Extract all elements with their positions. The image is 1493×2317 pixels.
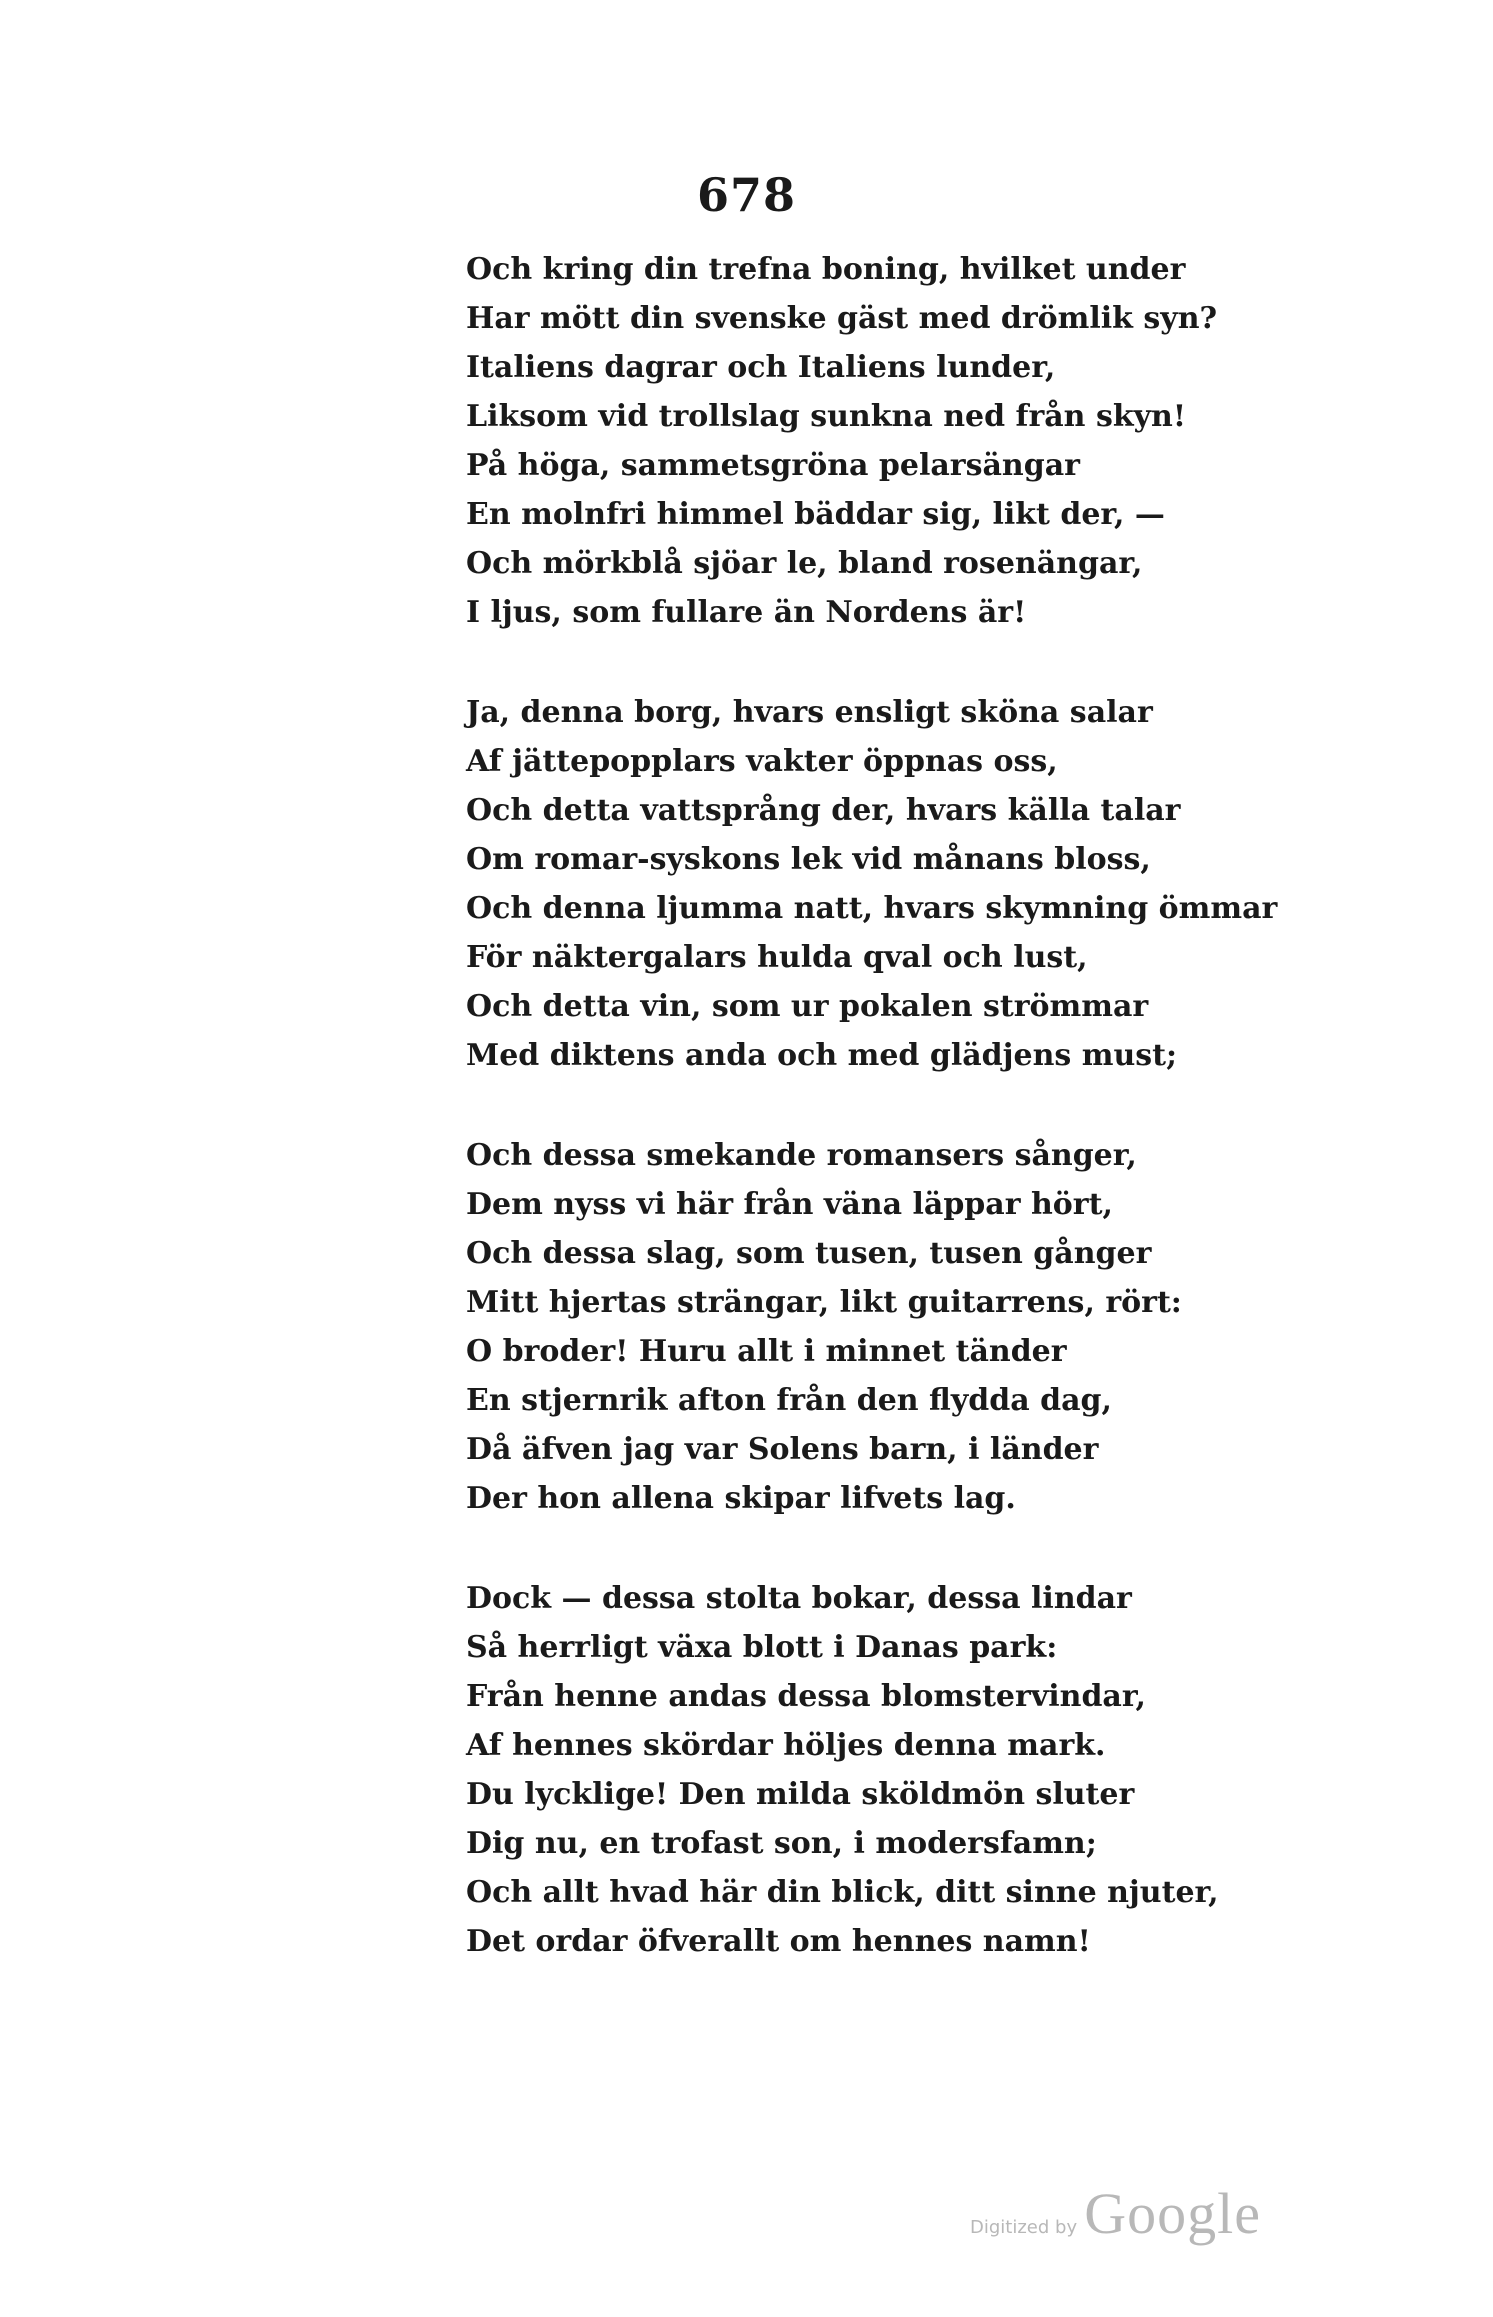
digitized-by-watermark: [970, 2180, 1261, 2247]
watermark-brand: Google: [1084, 2181, 1261, 2246]
poem-line: Och detta vin, som ur pokalen strömmar: [466, 989, 1149, 1024]
poem-line: Italiens dagrar och Italiens lunder,: [466, 350, 1056, 385]
poem-line: Af hennes skördar höljes denna mark.: [466, 1728, 1106, 1763]
poem-line: Mitt hjertas strängar, likt guitarrens, rört:: [466, 1285, 1182, 1320]
poem-line: Då äfven jag var Solens barn, i länder: [466, 1432, 1099, 1467]
page-number: 678: [696, 168, 797, 222]
poem-line: Och detta vattsprång der, hvars källa talar: [466, 793, 1181, 828]
poem-line: Så herrligt växa blott i Danas park:: [466, 1630, 1058, 1665]
poem-line: Och dessa smekande romansers sånger,: [466, 1138, 1137, 1173]
poem-line: Du lycklige! Den milda sköldmön sluter: [466, 1777, 1135, 1812]
poem-line: Det ordar öfverallt om hennes namn!: [466, 1924, 1091, 1959]
poem-line: O broder! Huru allt i minnet tänder: [466, 1334, 1067, 1369]
poem-line: Dig nu, en trofast son, i modersfamn;: [466, 1826, 1097, 1861]
poem-line: För näktergalars hulda qval och lust,: [466, 940, 1088, 975]
poem-line: Och allt hvad här din blick, ditt sinne njuter,: [466, 1875, 1219, 1910]
poem-line: Ja, denna borg, hvars ensligt sköna salar: [466, 695, 1153, 730]
poem: [466, 245, 1346, 2017]
poem-line: Om romar-syskons lek vid månans bloss,: [466, 842, 1151, 877]
poem-line: En molnfri himmel bäddar sig, likt der, —: [466, 497, 1165, 532]
poem-line: Liksom vid trollslag sunkna ned från skyn!: [466, 399, 1187, 434]
poem-line: I ljus, som fullare än Nordens är!: [466, 595, 1027, 630]
poem-line: Dem nyss vi här från väna läppar hört,: [466, 1187, 1113, 1222]
poem-line: En stjernrik afton från den flydda dag,: [466, 1383, 1112, 1418]
poem-line: Der hon allena skipar lifvets lag.: [466, 1481, 1016, 1516]
stanza-1: [466, 245, 1346, 637]
poem-line: Dock — dessa stolta bokar, dessa lindar: [466, 1581, 1132, 1616]
poem-line: Och denna ljumma natt, hvars skymning ömmar: [466, 891, 1278, 926]
stanza-2: [466, 688, 1346, 1080]
poem-line: Med diktens anda och med glädjens must;: [466, 1038, 1178, 1073]
poem-line: Från henne andas dessa blomstervindar,: [466, 1679, 1146, 1714]
poem-line: Har mött din svenske gäst med drömlik syn?: [466, 301, 1218, 336]
poem-line: Och kring din trefna boning, hvilket under: [466, 252, 1186, 287]
poem-line: Af jättepopplars vakter öppnas oss,: [466, 744, 1058, 779]
stanza-3: [466, 1131, 1346, 1523]
poem-line: Och mörkblå sjöar le, bland rosenängar,: [466, 546, 1143, 581]
poem-line: Och dessa slag, som tusen, tusen gånger: [466, 1236, 1152, 1271]
watermark-prefix: Digitized by: [970, 2217, 1078, 2238]
stanza-4: [466, 1574, 1346, 1966]
poem-line: På höga, sammetsgröna pelarsängar: [466, 448, 1080, 483]
